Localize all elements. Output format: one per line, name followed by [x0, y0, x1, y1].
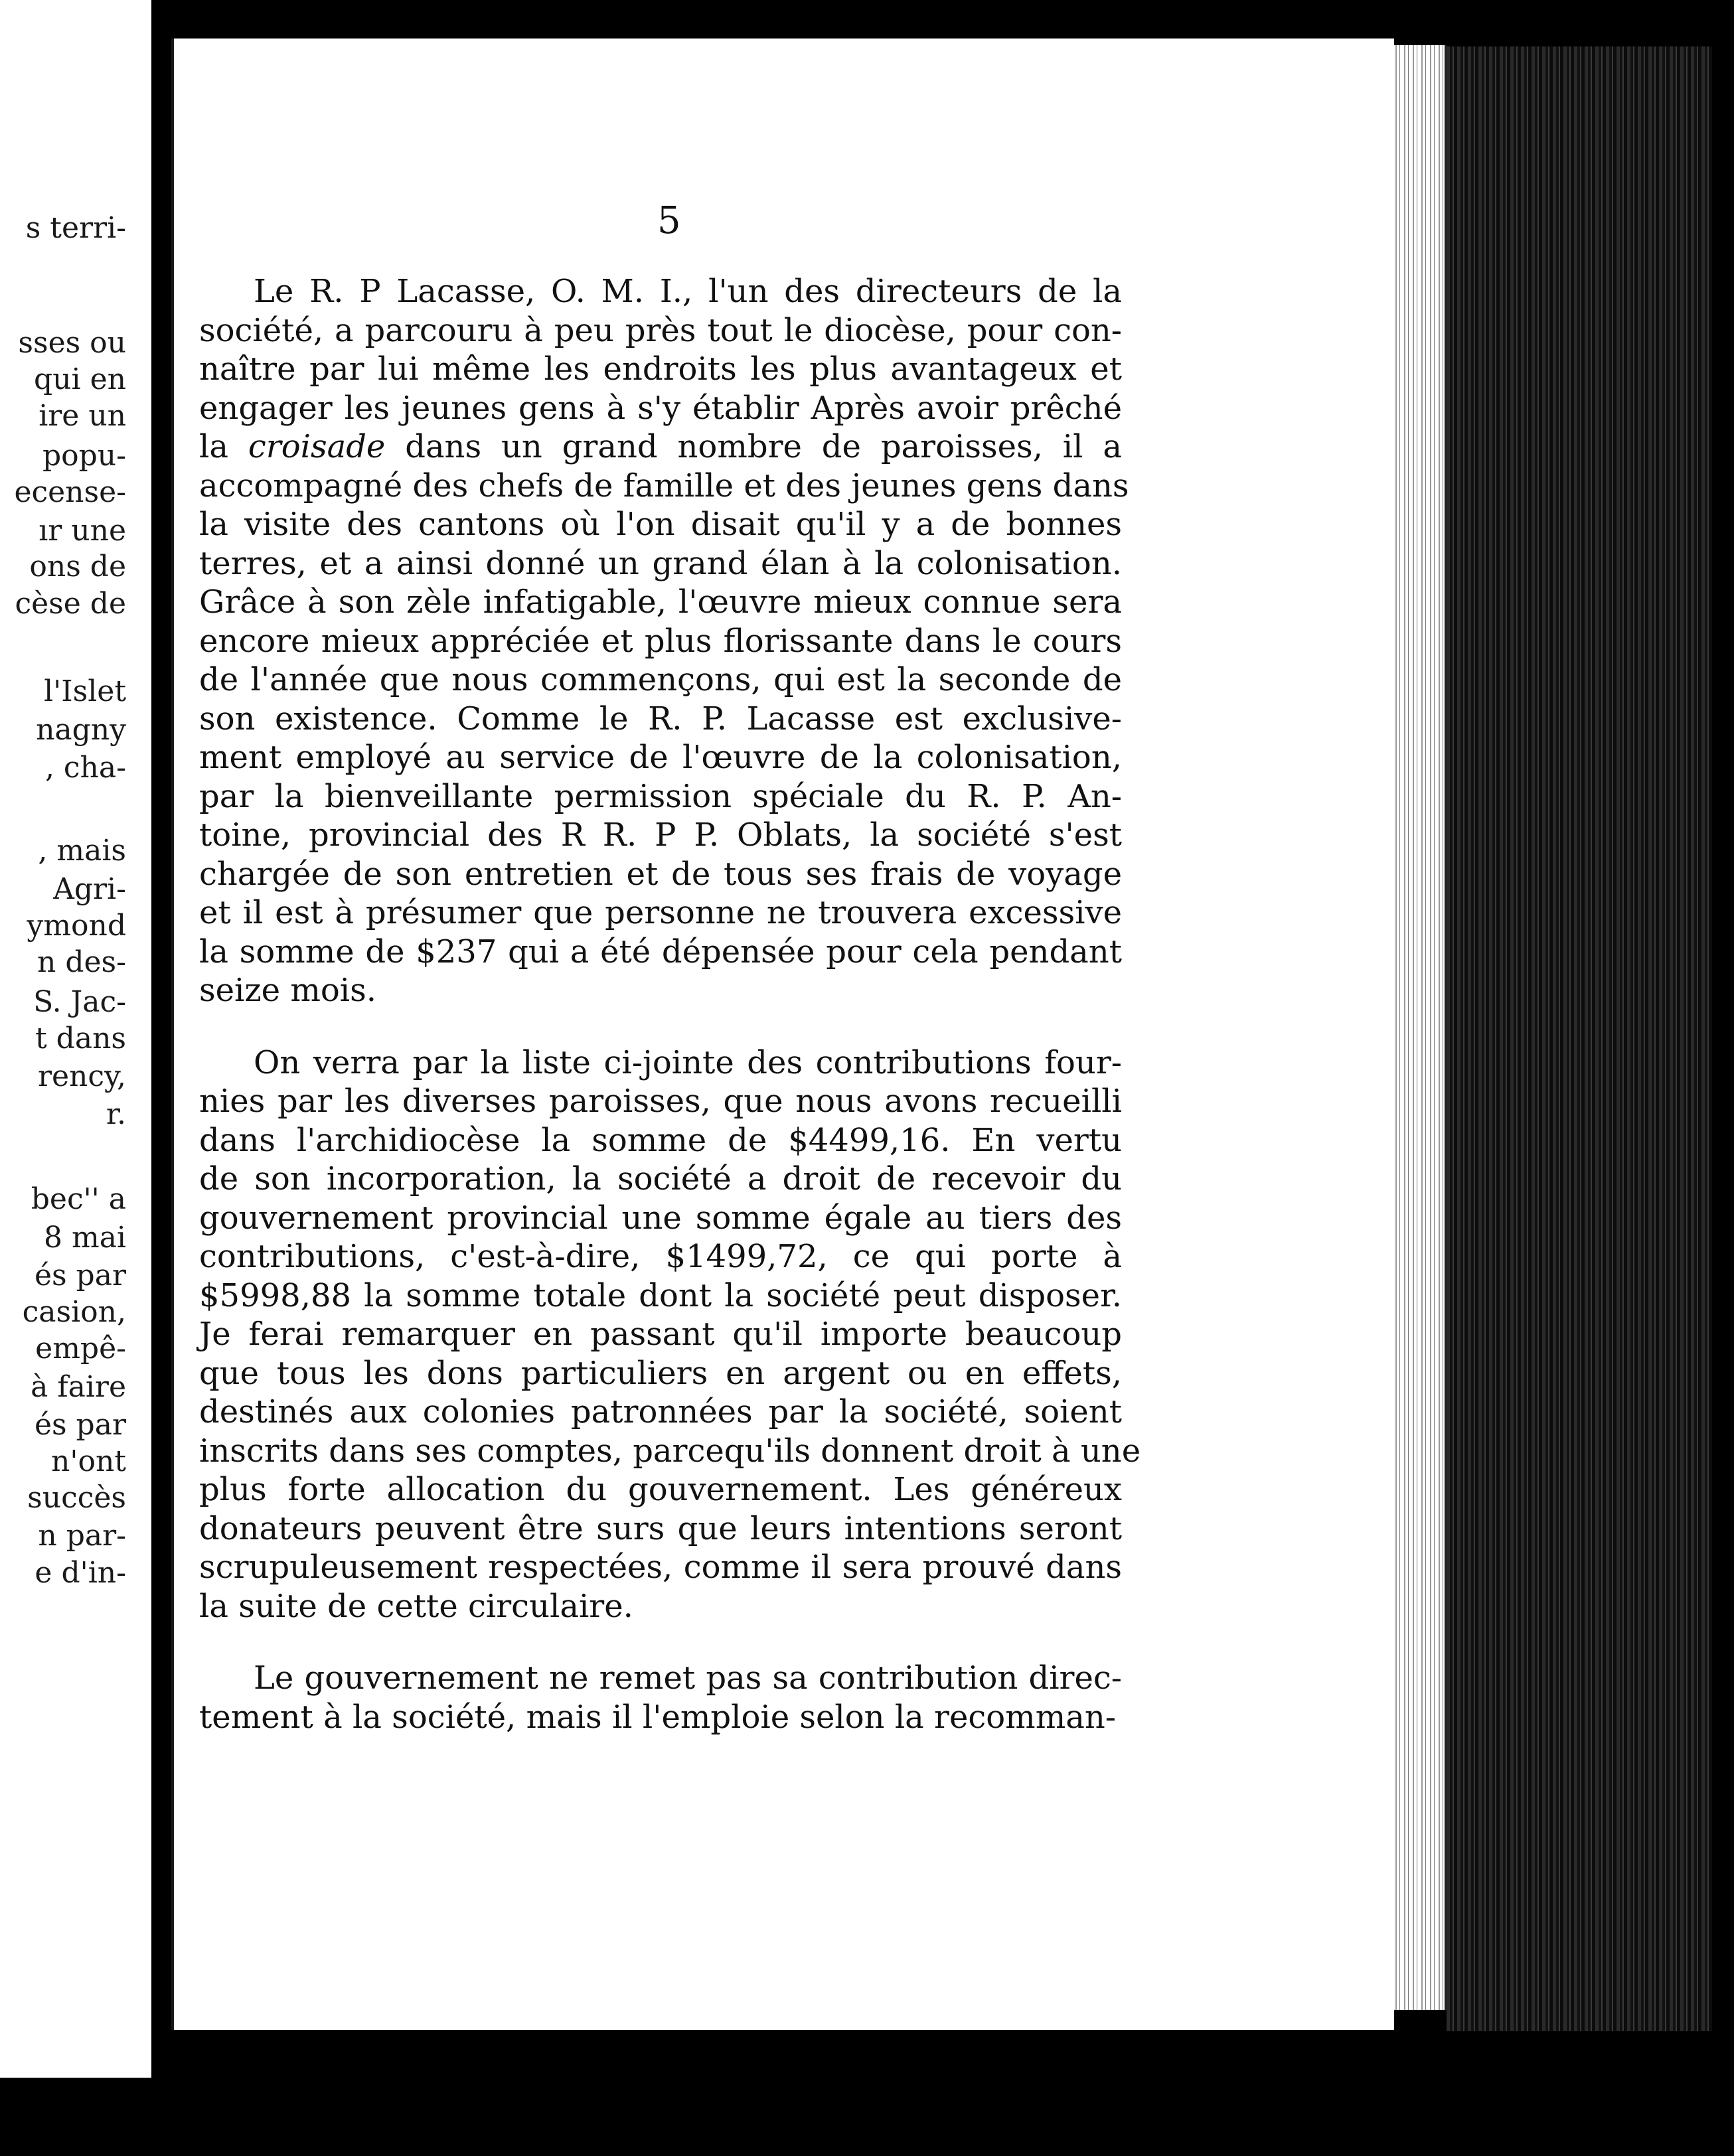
text-line: de son incorporation, la société a droit de recevoir du [199, 1160, 1122, 1197]
facing-page-line: nagny [36, 713, 126, 747]
text-line: accompagné des chefs de famille et des jeunes gens dans [199, 467, 1129, 504]
facing-page-line: ire un [39, 399, 126, 433]
facing-page-line: ons de [29, 550, 126, 583]
text-line: son existence. Comme le R. P. Lacasse est exclusive- [199, 700, 1122, 737]
text-line: tement à la société, mais il l'emploie selon la recomman- [199, 1698, 1116, 1736]
text-line: la visite des cantons où l'on disait qu'il y a de bonnes [199, 506, 1122, 543]
facing-page-line: S. Jac- [33, 985, 126, 1019]
body-text [199, 272, 1141, 1736]
facing-page-line: t dans [35, 1022, 126, 1055]
text-line: la somme de $237 qui a été dépensée pour cela pendant [199, 933, 1122, 970]
text-line: terres, et a ainsi donné un grand élan à la colonisation. [199, 544, 1122, 582]
text-line: donateurs peuvent être surs que leurs intentions seront [199, 1509, 1122, 1547]
facing-page-line: 8 mai [43, 1221, 126, 1255]
page-edges [1391, 45, 1447, 2010]
facing-page-line: qui en [34, 362, 126, 396]
text-line: nies par les diverses paroisses, que nous avons recueilli [199, 1083, 1122, 1120]
facing-page-line: s terri- [25, 211, 126, 245]
facing-page-line: sses ou [18, 326, 126, 360]
text-line: scrupuleusement respectées, comme il sera prouvé dans [199, 1549, 1122, 1586]
text-line: ment employé au service de l'œuvre de la colonisation, [199, 739, 1122, 776]
text-line: toine, provincial des R R. P P. Oblats, la société s'est [199, 816, 1122, 854]
text-line: encore mieux appréciée et plus florissante dans le cours [199, 622, 1122, 660]
facing-page-line: succès [27, 1481, 126, 1515]
text-line: inscrits dans ses comptes, parcequ'ils donnent droit à une [199, 1432, 1141, 1470]
text-line: naître par lui même les endroits les plus avantageux et [199, 350, 1122, 388]
text-line: seize mois. [199, 972, 376, 1009]
text-line: que tous les dons particuliers en argent ou en effets, [199, 1354, 1122, 1392]
paragraph [199, 1043, 1141, 1626]
text-line: Le gouvernement ne remet pas sa contribution direc- [254, 1659, 1122, 1697]
text-line: engager les jeunes gens à s'y établir Après avoir prêché [199, 389, 1122, 427]
facing-page-line: l'Islet [44, 674, 126, 708]
facing-page-line: n des- [37, 945, 126, 979]
facing-page-line: à faire [31, 1370, 126, 1404]
text-line: par la bienveillante permission spéciale du R. P. An- [199, 777, 1122, 815]
text-line: plus forte allocation du gouvernement. Les généreux [199, 1471, 1122, 1508]
text-line: de l'année que nous commençons, qui est la seconde de [199, 661, 1122, 698]
paragraph [199, 1659, 1122, 1736]
facing-page-line: ymond [27, 909, 126, 943]
facing-page-line: n par- [38, 1519, 126, 1553]
text-line: Grâce à son zèle infatigable, l'œuvre mieux connue sera [199, 583, 1122, 621]
text-line: dans l'archidiocèse la somme de $4499,16. En vertu [199, 1121, 1122, 1159]
facing-page-line: casion, [22, 1295, 126, 1329]
text-line: $5998,88 la somme totale dont la société peut disposer. [199, 1276, 1122, 1314]
facing-page-line: , mais [38, 834, 126, 868]
facing-page-line: Agri- [53, 872, 126, 906]
text-line: la suite de cette circulaire. [199, 1587, 633, 1625]
facing-page-line: r. [106, 1097, 126, 1131]
facing-page-line: popu- [42, 439, 126, 473]
text-line: société, a parcouru à peu près tout le diocèse, pour con- [199, 311, 1122, 349]
facing-page-line: ır une [39, 514, 126, 548]
text-line: On verra par la liste ci-jointe des contributions four- [254, 1043, 1122, 1081]
paragraph [199, 272, 1129, 1010]
facing-page-line: rency, [37, 1059, 126, 1093]
book-cover-edge [1447, 46, 1712, 2031]
facing-page-line: bec'' a [31, 1182, 126, 1216]
facing-page-line: és par [34, 1408, 126, 1442]
facing-page-line: e d'in- [35, 1556, 126, 1590]
text-line: contributions, c'est-à-dire, $1499,72, ce qui porte à [199, 1238, 1122, 1275]
text-line: chargée de son entretien et de tous ses frais de voyage [199, 855, 1122, 893]
text-line: et il est à présumer que personne ne trouvera excessive [199, 894, 1122, 931]
text-line: Je ferai remarquer en passant qu'il importe beaucoup [199, 1316, 1122, 1353]
facing-page-line: és par [34, 1259, 126, 1292]
page-number: 5 [657, 199, 681, 242]
text-line: la croisade dans un grand nombre de paroisses, il a [199, 428, 1122, 465]
facing-page-line: n'ont [51, 1444, 126, 1478]
text-line: gouvernement provincial une somme égale au tiers des [199, 1199, 1122, 1237]
text-line: Le R. P Lacasse, O. M. I., l'un des directeurs de la [254, 273, 1122, 310]
facing-page-fragment [0, 0, 151, 2078]
facing-page-line: empê- [35, 1332, 126, 1365]
facing-page-line: cèse de [15, 587, 126, 621]
text-line: destinés aux colonies patronnées par la société, soient [199, 1393, 1122, 1430]
facing-page-line: , cha- [44, 751, 126, 785]
facing-page-line: ecense- [14, 475, 126, 509]
